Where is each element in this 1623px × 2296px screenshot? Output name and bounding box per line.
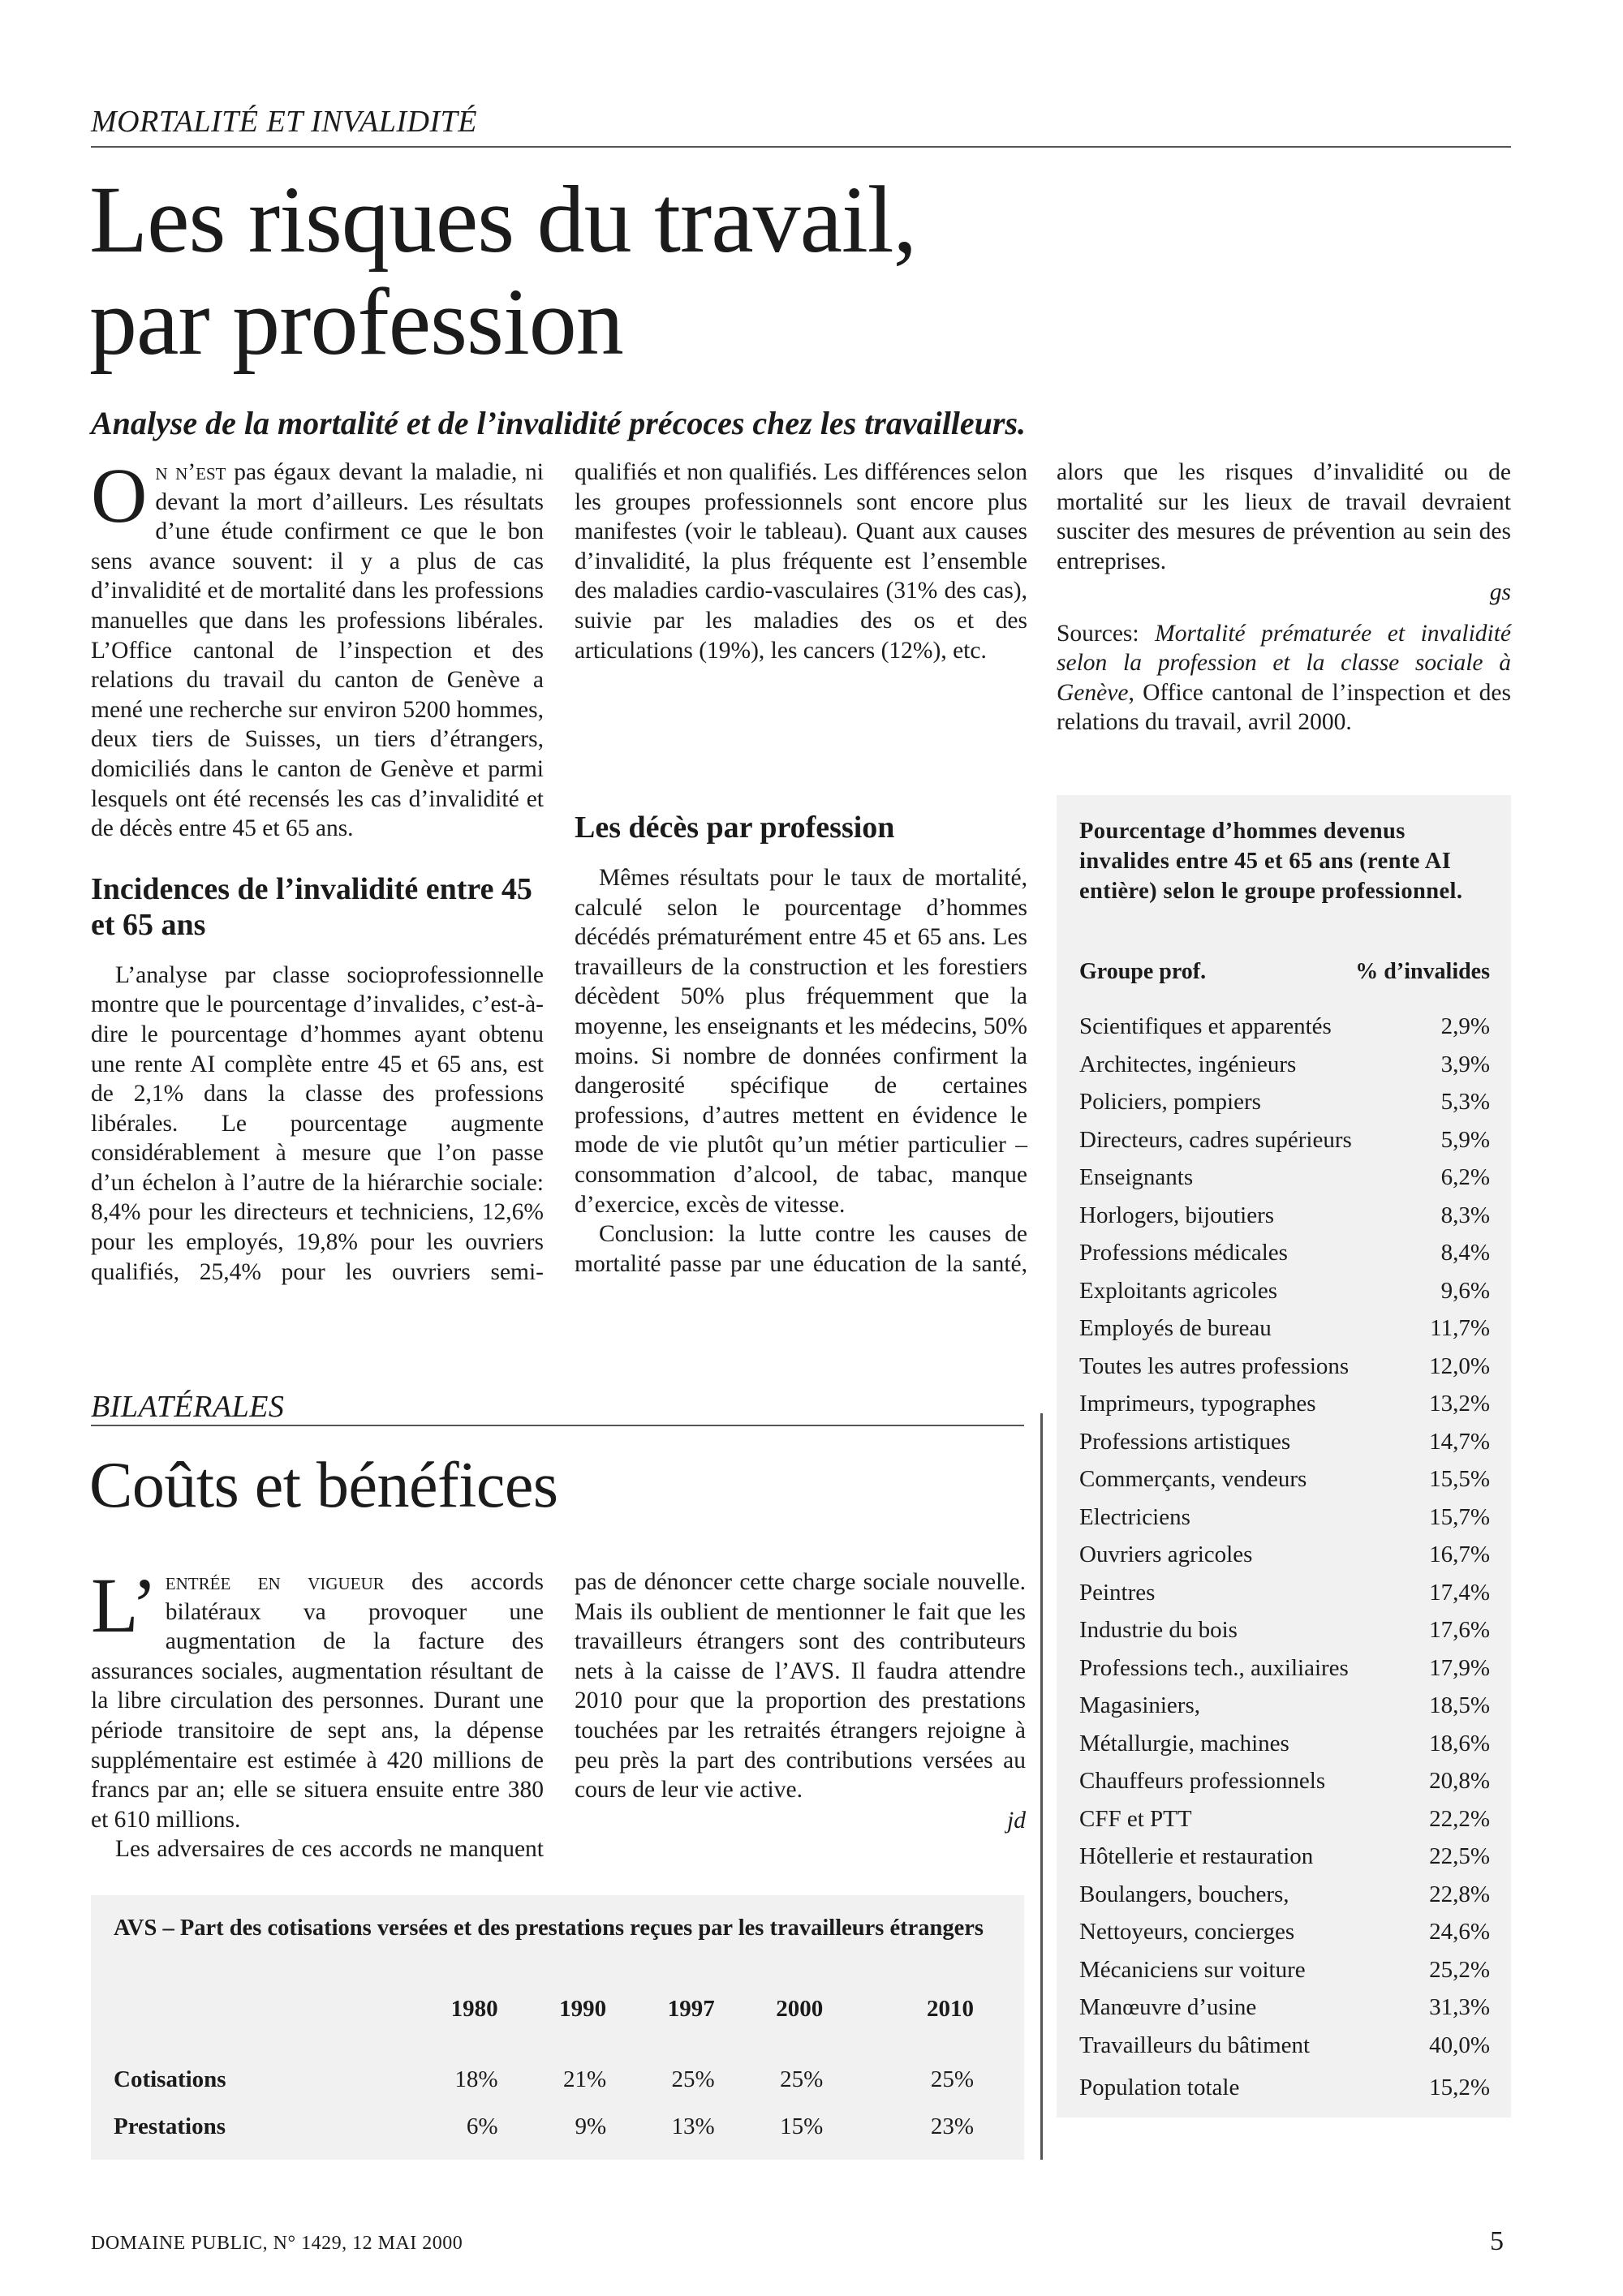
- invalidity-table-title: Pourcentage d’hommes devenus invalides entre 45 et 65 ans (rente AI entière) selon le groupe professionnel.: [1079, 819, 1463, 904]
- invalidity-table-row: [1079, 1234, 1490, 1271]
- drop-cap: O: [91, 452, 148, 539]
- invalidity-table-row: [1079, 1159, 1490, 1196]
- row-group: Manœuvre d’usine: [1079, 1994, 1257, 2020]
- invalidity-table-row: [1079, 2027, 1490, 2064]
- avs-table: [114, 1996, 1006, 2150]
- row-pct: 2,9%: [1440, 1013, 1490, 1039]
- row-pct: 17,6%: [1429, 1617, 1490, 1643]
- avs-cell: 15%: [780, 2113, 824, 2139]
- row-group: Policiers, pompiers: [1079, 1089, 1261, 1115]
- row-group: Scientifiques et apparentés: [1079, 1013, 1332, 1039]
- row-group: Nettoyeurs, concierges: [1079, 1919, 1295, 1945]
- row-group: Travailleurs du bâtiment: [1079, 2032, 1311, 2058]
- row-pct: 22,8%: [1429, 1881, 1490, 1907]
- avs-header-row: [114, 1996, 1006, 2056]
- sources-label: Sources:: [1057, 620, 1156, 647]
- row-group: Industrie du bois: [1079, 1617, 1238, 1643]
- invalidity-table-row: [1079, 1800, 1490, 1838]
- avs-header-empty: [114, 1996, 390, 2056]
- sources-publisher: , Office cantonal de l’inspection et des relations du travail, avril 2000.: [1057, 679, 1511, 736]
- article1-sources: [1057, 619, 1511, 737]
- invalidity-table-row: [1079, 1951, 1490, 1989]
- article-deck: Analyse de la mortalité et de l’invalidité précoces chez les travailleurs.: [91, 405, 1027, 441]
- total-value: 15,2%: [1429, 2075, 1490, 2100]
- avs-row-prestations: [114, 2103, 1006, 2150]
- row-pct: 24,6%: [1429, 1919, 1490, 1945]
- row-pct: 18,6%: [1429, 1730, 1490, 1756]
- invalidity-table-row: [1079, 1348, 1490, 1385]
- avs-year: 2010: [927, 1996, 974, 2022]
- row-group: Peintres: [1079, 1579, 1156, 1606]
- row-pct: 31,3%: [1429, 1994, 1490, 2020]
- row-group: Professions tech., auxiliaires: [1079, 1654, 1349, 1681]
- row-pct: 25,2%: [1429, 1956, 1490, 1983]
- avs-row-label: Prestations: [114, 2113, 226, 2139]
- article2-paragraph-1: [91, 1562, 544, 1834]
- invalidity-table-row: [1079, 1008, 1490, 1045]
- invalidity-table-row: [1079, 1197, 1490, 1234]
- article1-paragraph-1: [91, 452, 545, 844]
- page-number: 5: [1490, 2226, 1504, 2256]
- row-group: Magasiniers,: [1079, 1692, 1200, 1718]
- row-pct: 14,7%: [1429, 1428, 1490, 1455]
- article1-column-3: [1057, 458, 1511, 737]
- row-group: Métallurgie, machines: [1079, 1730, 1289, 1756]
- invalidity-table-row: [1079, 1611, 1490, 1649]
- invalidity-table-row: [1079, 1121, 1490, 1159]
- section-kicker: MORTALITÉ ET INVALIDITÉ: [91, 105, 477, 139]
- row-pct: 3,9%: [1440, 1051, 1490, 1077]
- avs-cell: 21%: [562, 2066, 607, 2092]
- row-pct: 11,7%: [1430, 1315, 1490, 1341]
- row-pct: 15,5%: [1429, 1466, 1490, 1492]
- row-group: Commerçants, vendeurs: [1079, 1466, 1307, 1492]
- total-label: Population totale: [1079, 2075, 1240, 2100]
- column-divider: [1040, 1413, 1043, 2160]
- row-group: Mécaniciens sur voiture: [1079, 1956, 1306, 1983]
- row-pct: 5,9%: [1440, 1126, 1490, 1153]
- subhead-deaths: Les décès par profession: [575, 810, 895, 845]
- col-header-pct: % d’invalides: [1355, 959, 1490, 984]
- article2-signature: jd: [1007, 1808, 1026, 1834]
- drop-cap-2: L’: [91, 1562, 157, 1649]
- row-pct: 17,9%: [1429, 1654, 1490, 1681]
- paragraph-text: pas égaux devant la maladie, ni devant la mort d’ailleurs. Les résultats d’une étude confirment ce que le bon sens avance souvent: il y a plus de cas d’invalidité et de mortalité dans les professions manuelles que dans les professions libérales. L’Office cantonal de l’inspection et des relations du travail du canton de Genève a mené une recherche sur environ 5200 hommes, deux tiers de Suisses, un tiers d’étrangers, domiciliés dans le canton de Genève et parmi lesquels ont été recensés les cas d’invalidité et de décès entre 45 et 65 ans.: [91, 459, 545, 842]
- article1-paragraph-4-cont: [1057, 458, 1511, 578]
- invalidity-table-row: [1079, 1423, 1490, 1460]
- avs-year: 1980: [450, 1996, 498, 2022]
- row-group: Directeurs, cadres supérieurs: [1079, 1126, 1352, 1153]
- invalidity-table-row: [1079, 1687, 1490, 1724]
- row-group: Enseignants: [1079, 1164, 1194, 1190]
- row-pct: 9,6%: [1440, 1277, 1490, 1304]
- avs-row-label: Cotisations: [114, 2066, 226, 2092]
- article2-paragraph-2-continuation: pas de dénoncer cette charge sociale nouvelle. Mais ils oublient de mentionner le fait que les travailleurs étrangers sont des contributeurs nets à la caisse de l’AVS. Il faudra attendre 2010 pour que la proportion des prestations touchées par les retraités étrangers rejoigne à peu près la part des contributions versées au cours de leur vie active.: [575, 1569, 1026, 1804]
- invalidity-table-row: [1079, 1762, 1490, 1799]
- row-pct: 5,3%: [1440, 1089, 1490, 1115]
- row-group: Professions artistiques: [1079, 1428, 1291, 1455]
- invalidity-table-header: [1079, 959, 1490, 985]
- avs-table-box: [91, 1895, 1024, 2160]
- invalidity-table-row: [1079, 1460, 1490, 1498]
- article1-paragraph-4: Conclusion: la lutte contre les causes de mortalité passe par une éducation de la santé,: [575, 1221, 1027, 1277]
- row-pct: 8,4%: [1440, 1240, 1490, 1266]
- row-pct: 22,5%: [1429, 1843, 1490, 1869]
- invalidity-total-row: [1079, 2069, 1490, 2106]
- footer-publication: DOMAINE PUBLIC, N° 1429, 12 MAI 2000: [91, 2233, 463, 2254]
- avs-cell: 25%: [671, 2066, 715, 2092]
- article1-column-1: [91, 452, 545, 1285]
- row-pct: 8,3%: [1440, 1202, 1490, 1228]
- article1-paragraph-2-cont: [575, 458, 1027, 782]
- lead-smallcaps-2: entrée en vigueur: [165, 1569, 385, 1595]
- invalidity-table-row: [1079, 1498, 1490, 1536]
- row-pct: 12,0%: [1429, 1352, 1490, 1379]
- row-pct: 15,7%: [1429, 1503, 1490, 1530]
- row-pct: 13,2%: [1429, 1391, 1490, 1417]
- row-pct: 20,8%: [1429, 1768, 1490, 1794]
- row-group: Electriciens: [1079, 1503, 1190, 1530]
- invalidity-table-row: [1079, 1725, 1490, 1762]
- invalidity-table-row: [1079, 1649, 1490, 1687]
- invalidity-table-row: [1079, 1272, 1490, 1309]
- row-pct: 40,0%: [1429, 2032, 1490, 2058]
- col-header-group: Groupe prof.: [1079, 959, 1207, 984]
- article2-paragraph-2: Les adversaires de ces accords ne manquent: [115, 1836, 544, 1863]
- row-pct: 6,2%: [1440, 1164, 1490, 1190]
- article-title-line2: par profession: [89, 269, 623, 375]
- section-rule: [91, 146, 1511, 148]
- row-group: Ouvriers agricoles: [1079, 1541, 1253, 1567]
- row-group: Toutes les autres professions: [1079, 1352, 1350, 1379]
- paragraph-text-2: des accords bilatéraux va provoquer une augmentation de la facture des assurances sociales, augmentation résultant de la libre circulation des personnes. Durant une période transitoire de sept ans, la dépense supplémentaire est estimée à 420 millions de francs par an; elle se situera ensuite entre 380 et 610 millions.: [91, 1569, 544, 1833]
- row-group: Employés de bureau: [1079, 1315, 1272, 1341]
- row-pct: 17,4%: [1429, 1579, 1490, 1606]
- subhead-invalidity: Incidences de l’invalidité entre 45 et 65 ans: [91, 871, 532, 942]
- avs-cell: 18%: [454, 2066, 498, 2092]
- row-group: Boulangers, bouchers,: [1079, 1881, 1289, 1907]
- avs-cell: 25%: [780, 2066, 824, 2092]
- invalidity-table-row: [1079, 1913, 1490, 1950]
- avs-cell: 25%: [930, 2066, 974, 2092]
- avs-cell: 23%: [930, 2113, 974, 2139]
- invalidity-table-row: [1079, 1385, 1490, 1422]
- paragraph-2-continuation: qualifiés et non qualifiés. Les différences selon les groupes professionnels sont encore plus manifestes (voir le tableau). Quant aux causes d’invalidité, la plus fréquente est l’ensemble des maladies cardio-vasculaires (31% des cas), suivie par les maladies des os et des articulations (19%), les cancers (12%), etc.: [575, 458, 1027, 664]
- section-kicker-2: BILATÉRALES: [91, 1390, 285, 1424]
- row-pct: 16,7%: [1429, 1541, 1490, 1567]
- invalidity-table-box: [1057, 795, 1511, 2118]
- row-group: Professions médicales: [1079, 1240, 1288, 1266]
- row-pct: 18,5%: [1429, 1692, 1490, 1718]
- row-pct: 22,2%: [1429, 1805, 1490, 1832]
- invalidity-table-row: [1079, 1083, 1490, 1120]
- invalidity-table-row: [1079, 1989, 1490, 2026]
- row-group: CFF et PTT: [1079, 1805, 1192, 1832]
- section-rule-2: [91, 1425, 1024, 1426]
- avs-row-cotisations: [114, 2056, 1006, 2103]
- article2-column-2: [575, 1567, 1026, 1836]
- invalidity-table-row: [1079, 1574, 1490, 1611]
- row-group: Imprimeurs, typographes: [1079, 1391, 1316, 1417]
- invalidity-table-row: [1079, 1536, 1490, 1573]
- avs-cell: 9%: [575, 2113, 607, 2139]
- article2-column-1: [91, 1562, 544, 1864]
- article1-paragraph-3: Mêmes résultats pour le taux de mortalité, calculé selon le pourcentage d’hommes décédés prématurément entre 45 et 65 ans. Les travailleurs de la construction et les forestiers décèdent 50% plus fréquemment que la moyenne, les enseignants et les médecins, 50% moins. Si nombre de données confirment la dangerosité spécifique de certaines professions, d’autres mettent en évidence le mode de vie plutôt qu’un métier particulier – consommation d’alcool, de tabac, manque d’exercice, excès de vitesse.: [575, 865, 1027, 1218]
- article2-title: Coûts et bénéfices: [89, 1450, 558, 1521]
- sources-title: Mortalité prématurée et invalidité selon la profession et la classe sociale à Genève: [1057, 620, 1512, 706]
- avs-cell: 13%: [671, 2113, 715, 2139]
- row-group: Architectes, ingénieurs: [1079, 1051, 1297, 1077]
- invalidity-table-row: [1079, 1876, 1490, 1913]
- avs-year: 2000: [776, 1996, 824, 2022]
- row-group: Horlogers, bijoutiers: [1079, 1202, 1275, 1228]
- article2-paragraph-2-cont: [575, 1567, 1026, 1835]
- article-title-line1: Les risques du travail,: [89, 166, 917, 273]
- article1-signature: gs: [1489, 579, 1511, 605]
- row-group: Chauffeurs professionnels: [1079, 1768, 1326, 1794]
- avs-year: 1997: [667, 1996, 715, 2022]
- article1-column-2: [575, 458, 1027, 1279]
- invalidity-table-row: [1079, 1309, 1490, 1347]
- avs-cell: 6%: [466, 2113, 498, 2139]
- avs-year: 1990: [559, 1996, 607, 2022]
- article1-paragraph-2: L’analyse par classe socioprofessionnelle montre que le pourcentage d’invalides, c’est-à-dire le pourcentage d’hommes ayant obtenu une rente AI complète entre 45 et 65 ans, est de 2,1% dans la classe des professions libérales. Le pourcentage augmente considérablement à mesure que l’on passe d’un échelon à l’autre de la hiérarchie sociale: 8,4% pour les directeurs et techniciens, 12,6% pour les employés, 19,8% pour les ouvriers qualifiés, 25,4% pour les ouvriers semi-: [91, 961, 544, 1285]
- paragraph-4-continuation: alors que les risques d’invalidité ou de mortalité sur les lieux de travail devraient susciter des mesures de prévention au sein des entreprises.: [1057, 459, 1511, 574]
- avs-table-title: AVS – Part des cotisations versées et des prestations reçues par les travailleurs étrangers: [114, 1915, 984, 1941]
- lead-smallcaps: n n’est: [155, 459, 226, 485]
- invalidity-table-row: [1079, 1046, 1490, 1083]
- row-group: Exploitants agricoles: [1079, 1277, 1278, 1304]
- row-group: Hôtellerie et restauration: [1079, 1843, 1314, 1869]
- invalidity-table-row: [1079, 1838, 1490, 1875]
- article-title: [89, 166, 1144, 375]
